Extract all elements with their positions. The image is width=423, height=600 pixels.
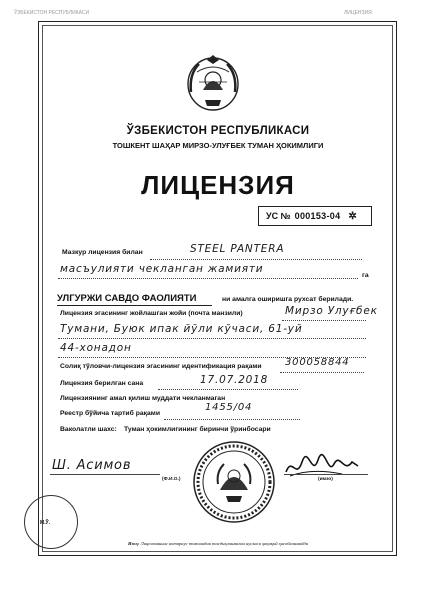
registry-label: Реестр бўйича тартиб рақами <box>60 410 161 417</box>
issue-date-value: 17.07.2018 <box>200 374 269 386</box>
address-value-3: 44-хонадон <box>60 342 132 354</box>
signatory-name: Ш. Асимов <box>52 458 132 473</box>
state-emblem-icon <box>185 52 241 112</box>
address-label: Лицензия эгасининг жойлашган жойи (почта манзили) <box>60 310 243 317</box>
license-number-prefix: УС № <box>266 211 291 221</box>
star-icon: ✲ <box>348 210 357 222</box>
address-value-1: Мирзо Улуғбек <box>285 305 378 317</box>
holder-type: масъулияти чекланган жамияти <box>60 263 264 275</box>
inn-label: Солиқ тўловчи-лицензия эгасининг идентификация рақами <box>60 363 262 370</box>
holder-type-line <box>58 278 358 279</box>
holder-label: Мазкур лицензия билан <box>62 249 143 256</box>
address-line-1 <box>282 320 366 321</box>
signature-line-right <box>284 474 368 475</box>
registry-line <box>164 419 300 420</box>
signature-line-left <box>50 474 160 475</box>
holder-line <box>150 259 362 260</box>
license-number: 000153-04 <box>294 211 341 221</box>
footer-note-text: Лицензиянинг нотариус томонидан тасдиқланмаган нусхаси ҳақиқий ҳисобланмайди <box>140 541 309 546</box>
republic-name: ЎЗБЕКИСТОН РЕСПУБЛИКАСИ <box>126 125 310 137</box>
stamp-placeholder-label: М.Ў. <box>40 520 51 526</box>
license-number-box <box>258 206 372 226</box>
licensed-activity: УЛГУРЖИ САВДО ФАОЛИЯТИ <box>57 293 212 306</box>
footer-note <box>128 541 308 546</box>
official-value: Туман ҳокимлигининг биринчи ўринбосари <box>124 426 271 433</box>
signature-caption: (имзо) <box>318 477 333 482</box>
issue-date-line <box>158 389 298 390</box>
activity-note: ни амалга оширишга рухсат берилади. <box>222 296 354 303</box>
inn-value: 300058844 <box>285 357 350 368</box>
official-label: Ваколатли шахс: <box>60 426 117 433</box>
holder-suffix: га <box>362 272 369 279</box>
issue-date-label: Лицензия берилган сана <box>60 380 144 387</box>
document-title: ЛИЦЕНЗИЯ <box>141 170 295 200</box>
inn-line <box>280 372 364 373</box>
registry-value: 1455/04 <box>205 402 253 413</box>
validity-label: Лицензиянинг амал қилиш муддати чекланмаган <box>60 395 226 402</box>
scan-header-strip <box>14 10 414 18</box>
issuing-authority: ТОШКЕНТ ШАҲАР МИРЗО-УЛУҒБЕК ТУМАН ҲОКИМЛИГИ <box>112 141 324 150</box>
fio-caption: (Ф.И.О.) <box>162 477 181 482</box>
stamp-placeholder <box>24 495 78 549</box>
address-value-2: Тумани, Буюк ипак йўли кўчаси, 61-уй <box>60 323 303 335</box>
scan-header-right: ЛИЦЕНЗИЯ <box>344 10 372 16</box>
scan-header-left: ЎЗБЕКИСТОН РЕСПУБЛИКАСИ <box>14 10 90 16</box>
address-line-2 <box>58 338 366 339</box>
footer-note-prefix: Изоҳ: <box>128 541 140 546</box>
holder-name: STEEL PANTERA <box>190 243 285 255</box>
official-seal-icon <box>192 440 276 524</box>
